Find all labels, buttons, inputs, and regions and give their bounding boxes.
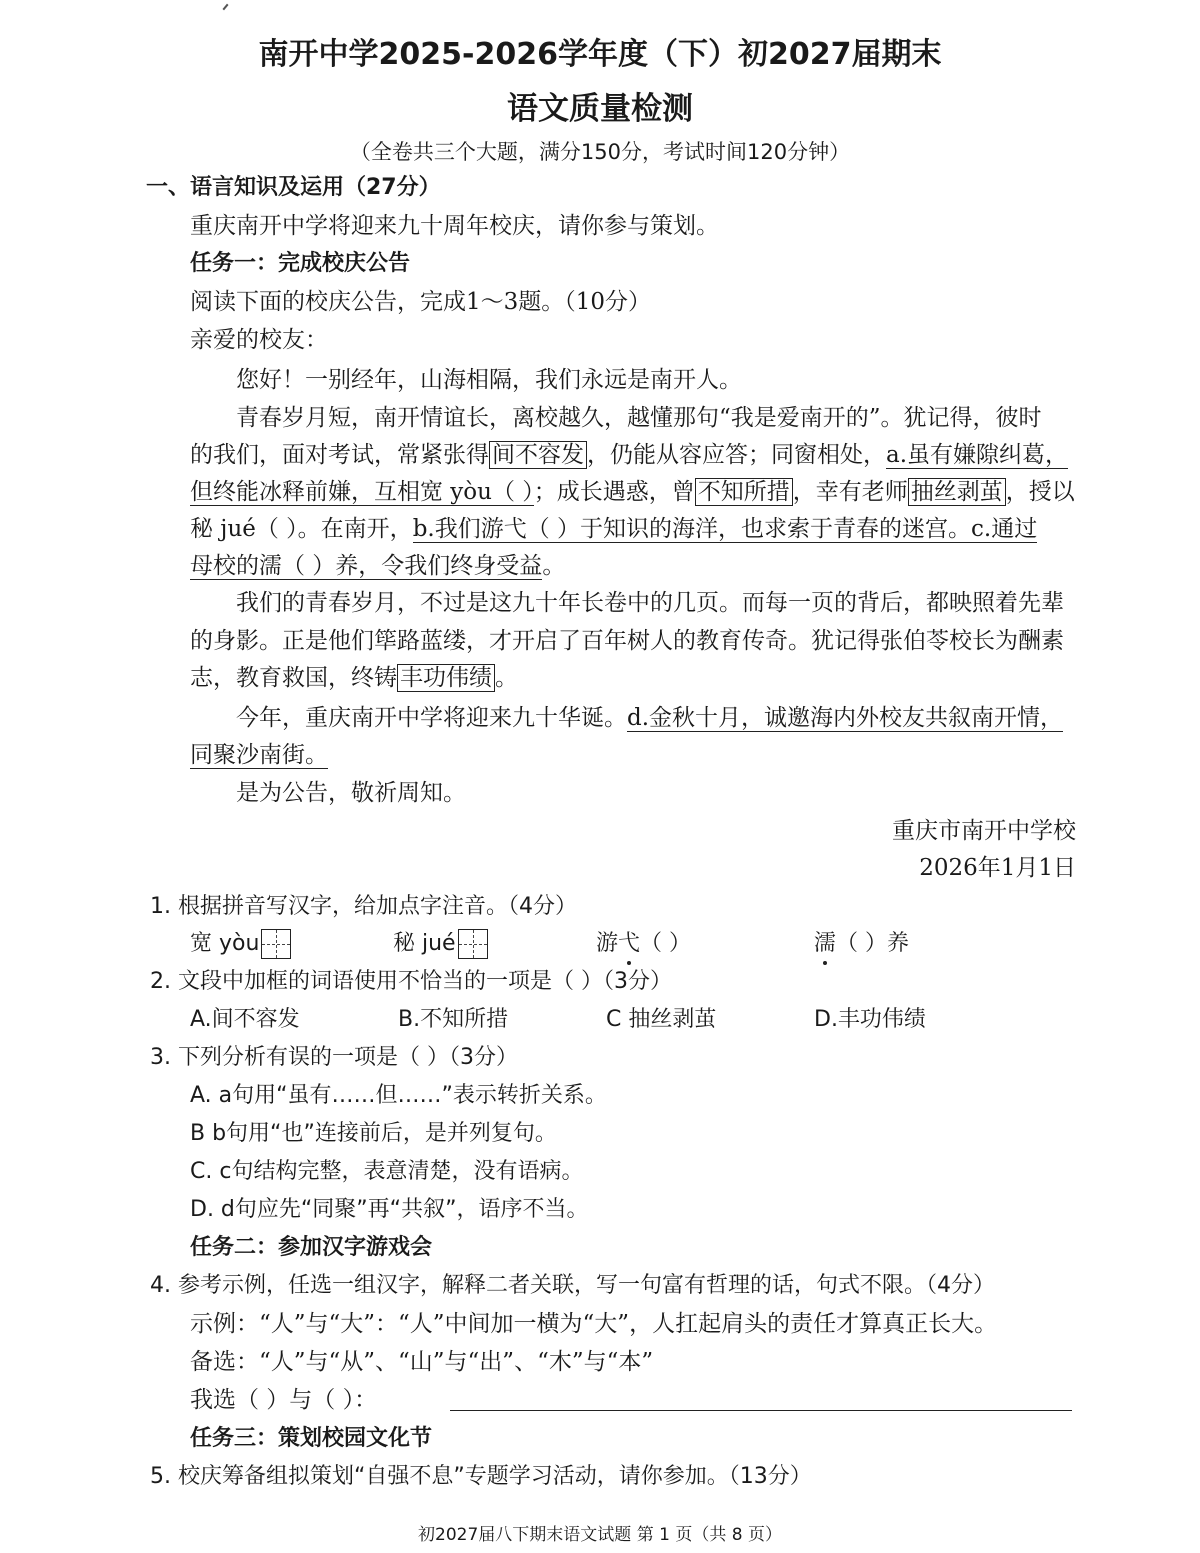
notice-para4-line1 [236,703,1063,733]
q3-option-a[interactable]: A. a句用“虽有……但……”表示转折关系。 [190,1083,607,1108]
q3-option-b[interactable]: B b句用“也”连接前后，是并列复句。 [190,1121,557,1146]
underlined-sentence-d: d.金秋十月，诚邀海内外校友共叙南开情， [627,705,1064,731]
underlined-sentence-d-cont: 同聚沙南街。 [190,742,328,768]
dotted-char: 弋 [618,929,640,959]
text-segment: 游 [596,931,619,956]
underlined-sentence-c: c.通过 [971,516,1038,542]
q3-option-d[interactable]: D. d句应先“同聚”再“共叙”，语序不当。 [190,1197,589,1222]
question-3-stem: 3. 下列分析有误的一项是（ ）（3分） [150,1045,518,1070]
exam-info: （全卷共三个大题，满分150分，考试时间120分钟） [349,140,851,164]
q4-options: 备选：“人”与“从”、“山”与“出”、“木”与“本” [190,1349,654,1375]
notice-signature: 重庆市南开中学校 [892,818,1076,844]
underlined-sentence-b: b.我们游弋（ ）于知识的海洋，也求索于青春的迷宫。 [412,516,972,542]
q1-item-1 [190,929,291,959]
q1-item-4 [814,929,909,959]
q2-option-c[interactable]: C 抽丝剥茧 [606,1007,717,1032]
exam-subtitle: 语文质量检测 [507,91,693,127]
boxed-word-4: 丰功伟绩 [397,664,495,692]
question-4-stem: 4. 参考示例，任选一组汉字，解释二者关联，写一句富有哲理的话，句式不限。（4分） [150,1273,995,1298]
text-segment: ；成长遇惑，曾 [533,479,695,505]
question-5-stem: 5. 校庆筹备组拟策划“自强不息”专题学习活动，请你参加。（13分） [150,1464,812,1489]
task3-title: 任务三：策划校园文化节 [190,1426,433,1451]
underlined-sentence-a: a.虽有嫌隙纠葛， [886,442,1069,468]
text-segment: 今年，重庆南开中学将迎来九十华诞。 [236,705,627,731]
question-1-stem: 1. 根据拼音写汉字，给加点字注音。（4分） [150,894,577,919]
task1-instruction: 阅读下面的校庆公告，完成1～3题。（10分） [190,289,652,315]
q2-option-a[interactable]: A.间不容发 [190,1007,300,1032]
text-segment: 志，教育救国，终铸 [190,665,397,691]
text-segment: （ ） [640,931,692,956]
q3-option-c[interactable]: C. c句结构完整，表意清楚，没有语病。 [190,1159,584,1184]
q1-item-3 [596,929,691,959]
q4-example: 示例：“人”与“大”：“人”中间加一横为“大”，人扛起肩头的责任才算真正长大。 [190,1311,998,1337]
text-segment: 的我们，面对考试，常紧张得 [190,442,489,468]
notice-closing: 是为公告，敬祈周知。 [236,780,466,806]
notice-para2-line3 [190,477,1075,507]
boxed-word-1: 间不容发 [489,441,587,469]
notice-para3-line3 [190,663,518,693]
q1-item-2-label: 秘 jué [393,931,456,956]
notice-para2-line2 [190,440,1068,470]
notice-para2-line1: 青春岁月短，南开情谊长，离校越久，越懂那句“我是爱南开的”。犹记得，彼时 [236,405,1042,431]
page-footer: 初2027届八下期末语文试题 第 1 页（共 8 页） [418,1525,782,1545]
text-segment: ，幸有老师 [792,479,908,505]
underlined-sentence-c-cont: 母校的濡（ ）养，令我们终身受益 [190,553,543,579]
q1-item-1-label: 宽 yòu [190,931,260,956]
task1-title: 任务一：完成校庆公告 [190,251,411,276]
section-intro: 重庆南开中学将迎来九十周年校庆，请你参与策划。 [190,213,719,239]
boxed-word-3: 抽丝剥茧 [908,478,1006,506]
underlined-sentence-a-cont: 但终能冰释前嫌，互相宽 yòu（ ） [190,479,534,505]
notice-para2-line5 [190,551,565,581]
text-segment: 秘 jué（ ）。在南开， [190,516,413,542]
boxed-word-2: 不知所措 [695,478,793,506]
notice-para4-line2 [190,740,328,770]
answer-grid-box-1[interactable] [261,929,291,959]
question-2-stem: 2. 文段中加框的词语使用不恰当的一项是（ ）（3分） [150,969,672,994]
notice-para3-line2: 的身影。正是他们筚路蓝缕，才开启了百年树人的教育传奇。犹记得张伯苓校长为酬素 [190,628,1064,654]
scan-mark [222,4,228,11]
notice-para2-line4 [190,514,1037,544]
text-segment: （ ）养 [836,931,910,956]
q1-item-2 [393,929,488,959]
text-segment: 。 [542,553,566,579]
answer-line[interactable] [450,1410,1072,1411]
text-segment: ，授以 [1005,479,1075,505]
exam-title: 南开中学2025-2026学年度（下）初2027届期末 [258,37,942,72]
answer-grid-box-2[interactable] [458,929,488,959]
notice-para1: 您好！一别经年，山海相隔，我们永远是南开人。 [236,367,742,393]
q2-option-d[interactable]: D.丰功伟绩 [814,1007,926,1032]
task2-title: 任务二：参加汉字游戏会 [190,1235,433,1260]
text-segment: ，仍能从容应答；同窗相处， [587,442,886,468]
notice-salutation: 亲爱的校友： [190,327,328,353]
q2-option-b[interactable]: B.不知所措 [398,1007,509,1032]
notice-para3-line1: 我们的青春岁月，不过是这九十年长卷中的几页。而每一页的背后，都映照着先辈 [236,590,1064,616]
notice-date: 2026年1月1日 [919,855,1076,881]
text-segment: 。 [495,665,518,691]
dotted-char: 濡 [814,929,836,959]
q4-answer-prompt: 我选（ ）与（ ）： [190,1387,378,1413]
section-heading: 一、语言知识及运用（27分） [146,175,441,200]
